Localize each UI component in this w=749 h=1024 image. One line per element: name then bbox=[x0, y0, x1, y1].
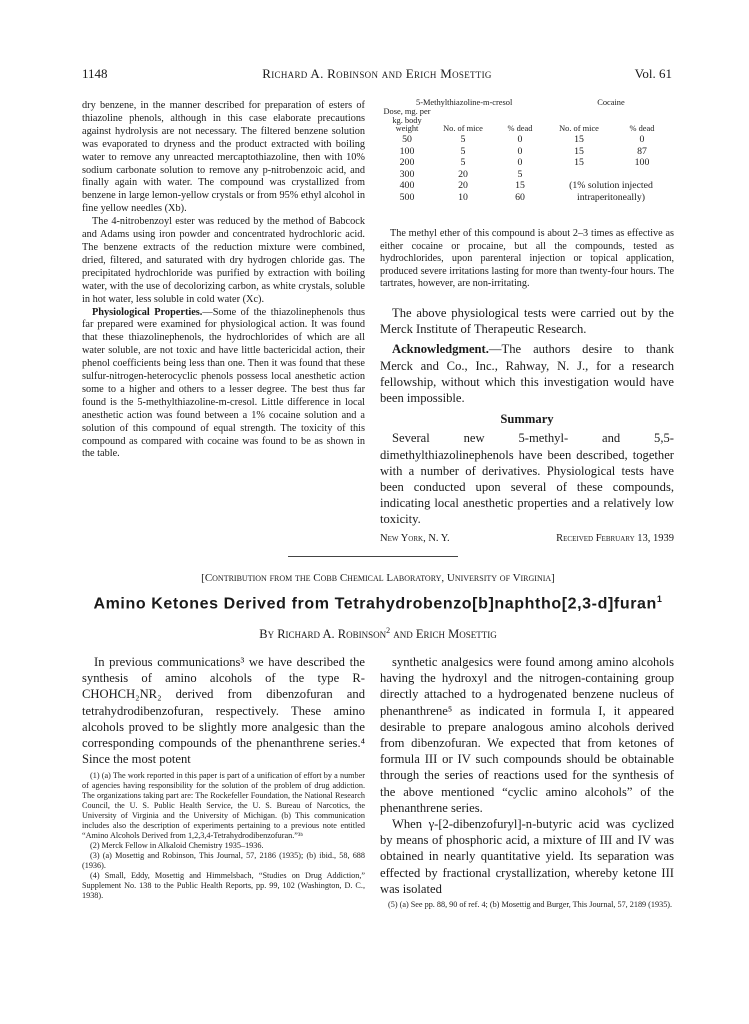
table-row: 50 5 0 15 0 bbox=[402, 134, 645, 146]
dateline bbox=[380, 531, 674, 547]
left-column bbox=[82, 100, 365, 461]
cocaine-label: Cocaine bbox=[597, 98, 625, 107]
summary-heading: Summary bbox=[500, 412, 554, 427]
left-paragraph-2: The 4-nitrobenzoyl ester was reduced by the method of Babcock and Adams using iron powder and concentrated hydrochloric acid. The benzene extracts of the reduction mixture were combined, dried, filtered, and saturated with dry hydrogen chloride gas. The precipitated hydrochloride was purified by extraction with boiling water, with the use of decolorizing carbon, as white crystals, soluble in hot water, less soluble in cold water (Xc). bbox=[82, 216, 365, 305]
title-footnote-mark: 1 bbox=[656, 594, 663, 604]
footnotes-left bbox=[82, 771, 365, 901]
acknowledgment-text: —The authors desire to thank Merck and Co., Inc., Rahway, N. J., for a research fellowship, without which this investigation would have been impossible. bbox=[380, 342, 674, 406]
page-number: 1148 bbox=[82, 66, 108, 81]
table-row: 200 5 0 15 100 bbox=[399, 157, 650, 169]
table-header: No. of mice bbox=[559, 124, 599, 134]
table-header: Dose, mg. per kg. body weight bbox=[383, 106, 431, 134]
footnote-2: (2) Merck Fellow in Alkaloid Chemistry 1935–1936. bbox=[90, 841, 264, 851]
running-header bbox=[82, 66, 672, 82]
table-row: 300 20 5 bbox=[399, 168, 523, 180]
body-left-paragraph-1: In previous communications³ we have described the synthesis of amino alcohols of the type R-CHOHCH₂NR₂ derived from dibenzofuran and tetrahydrodibenzofuran, respectively. These amino alcohols proved to be slightly more analgesic than the corresponding compounds of the phenanthrene series.⁴ Since the most potent bbox=[82, 655, 365, 767]
contribution-line: [Contribution from the Cobb Chemical Laboratory, University of Virginia] bbox=[201, 572, 555, 584]
table-row: 500 10 60 intraperitoneally) bbox=[380, 192, 674, 204]
place-line: New York, N. Y. bbox=[380, 532, 450, 544]
separator-rule bbox=[288, 556, 458, 557]
author-line bbox=[82, 626, 674, 642]
acknowledgment bbox=[380, 341, 674, 406]
table-row: 100 5 0 15 87 bbox=[399, 145, 647, 157]
footnote-5: (5) (a) See pp. 88, 90 of ref. 4; (b) Mosettig and Burger, This Journal, 57, 2189 (1935). bbox=[388, 900, 673, 910]
physiological-text: —Some of the thiazolinephenols thus far prepared were examined for physiological action. It was found that these thiazolinephenols, the hydrochlorides of which are all water soluble, are not toxic and have little bactericidal action, their phenol coefficients being less than one. Then it was found that these sulfur-nitrogen-heterocyclic phenols possess local anesthetic action some to a higher and others to a lesser degree. The best thus far found is the 5-methylthiazoline-m-cresol. Little difference in local anesthetic action was found between a 1% cocaine solution and a solution of this compound of equal strength. The toxicity of this compound as compared with cocaine was found to be as shown in the table. bbox=[82, 306, 365, 460]
table-title: 5-Methylthiazoline-m-cresol bbox=[416, 98, 513, 107]
body-right-paragraph-1: synthetic analgesics were found among amino alcohols having the hydroxyl and the nitrogen-containing group directly attached to a hydrogenated benzene nucleus of phenanthrene⁵ as indicated in formula I, it appeared desirable to prepare analogous amino alcohols derived from dibenzofuran. We expected that from ketones of formula III or IV such compounds should be obtainable through the series of reactions used for the synthesis of the above mentioned “cyclic amino alcohols” of the phenanthrene series. bbox=[380, 655, 674, 815]
right-paragraph-2: The above physiological tests were carried out by the Merck Institute of Therapeutic Research. bbox=[380, 306, 674, 337]
table-header: % dead bbox=[629, 124, 655, 134]
table-note: (1% solution injected bbox=[569, 180, 653, 192]
by-label: By bbox=[259, 627, 275, 642]
received-line: Received February 13, 1939 bbox=[556, 532, 674, 544]
left-paragraph-3 bbox=[82, 307, 365, 462]
table-header: % dead bbox=[507, 124, 533, 134]
footnote-4: (4) Small, Eddy, Mosettig and Himmelsbach, “Studies on Drug Addiction,” Supplement No. 138 to the Public Health Reports, pp. 99, 102 (Washington, D. C., 1938). bbox=[82, 871, 365, 901]
body-left-column bbox=[82, 654, 365, 901]
body-right-paragraph-2: When γ-[2-dibenzofuryl]-n-butyric acid was cyclized by means of phosphoric acid, a mixture of III and IV was obtained in nearly quantitative yield. Its separation was effected by fractional crystallization, whereby ketone III was isolated bbox=[380, 817, 674, 896]
author-1-footnote-mark: 2 bbox=[386, 626, 391, 635]
toxicity-table bbox=[380, 99, 674, 203]
volume-label: Vol. 61 bbox=[634, 66, 672, 81]
right-paragraph-1: The methyl ether of this compound is about 2–3 times as effective as either cocaine or procaine, but all the compounds, tested as hydrochlorides, upon parenteral injection or topical application, produced severe irritations lasting for more than twenty-four hours. The tartrates, however, are non-irritating. bbox=[380, 228, 674, 290]
acknowledgment-heading: Acknowledgment. bbox=[392, 342, 489, 357]
table-header: No. of mice bbox=[443, 124, 483, 134]
summary-text: Several new 5-methyl- and 5,5-dimethylthiazolinephenols have been described, together with a number of derivatives. Physiological tests have been conducted upon several of these compounds, indicating local anesthetic properties and a relatively low toxicity. bbox=[380, 431, 674, 527]
footnote-3: (3) (a) Mosettig and Robinson, This Journal, 57, 2186 (1935); (b) ibid., 58, 688 (1936). bbox=[82, 851, 365, 871]
body-right-column bbox=[380, 654, 674, 910]
left-paragraph-1: dry benzene, in the manner described for preparation of esters of thiazoline phenols, although in this case elaborate precautions against hydrolysis are not necessary. The filtered benzene solution was evaporated to dryness and the product extracted with boiling water to remove any unreacted mercaptothiazoline, then with 10% sodium carbonate solution to remove any p-nitrobenzoic acid, and finally again with water. The compound was crystallized from benzene in large lemon-yellow crystals or from 95% ethyl alcohol in fine yellow needles (Xb). bbox=[82, 100, 365, 215]
and-label: and bbox=[393, 627, 413, 642]
table-note: intraperitoneally) bbox=[576, 191, 645, 203]
author-2: Erich Mosettig bbox=[415, 627, 497, 642]
running-title: Richard A. Robinson and Erich Mosettig bbox=[262, 66, 492, 81]
author-1: Richard A. Robinson bbox=[277, 627, 387, 642]
section-heading-physiological: Physiological Properties. bbox=[92, 306, 203, 318]
footnote-1: (1) (a) The work reported in this paper is part of a unification of effort by a number of agencies having responsibility for the solution of the problem of drug addiction. The organizations taking part are: The Rockefeller Foundation, the National Research Council, the U. S. Public Health Service, the U. S. Bureau of Narcotics, the University of Virginia and the University of Michigan. (b) This communication includes also the description of experiments pertaining to a previous note entitled “Amino Alcohols Derived from 1,2,3,4-Tetrahydrodibenzofuran.”³ᵇ bbox=[82, 771, 365, 841]
right-column bbox=[380, 305, 674, 547]
article-title: Amino Ketones Derived from Tetrahydrobenzo[b]naphtho[2,3-d]furan$^1$ bbox=[93, 594, 663, 613]
table-row: 400 20 15 (1% solution injected bbox=[380, 180, 674, 192]
footnotes-right bbox=[380, 900, 674, 910]
right-column-note bbox=[380, 228, 674, 291]
